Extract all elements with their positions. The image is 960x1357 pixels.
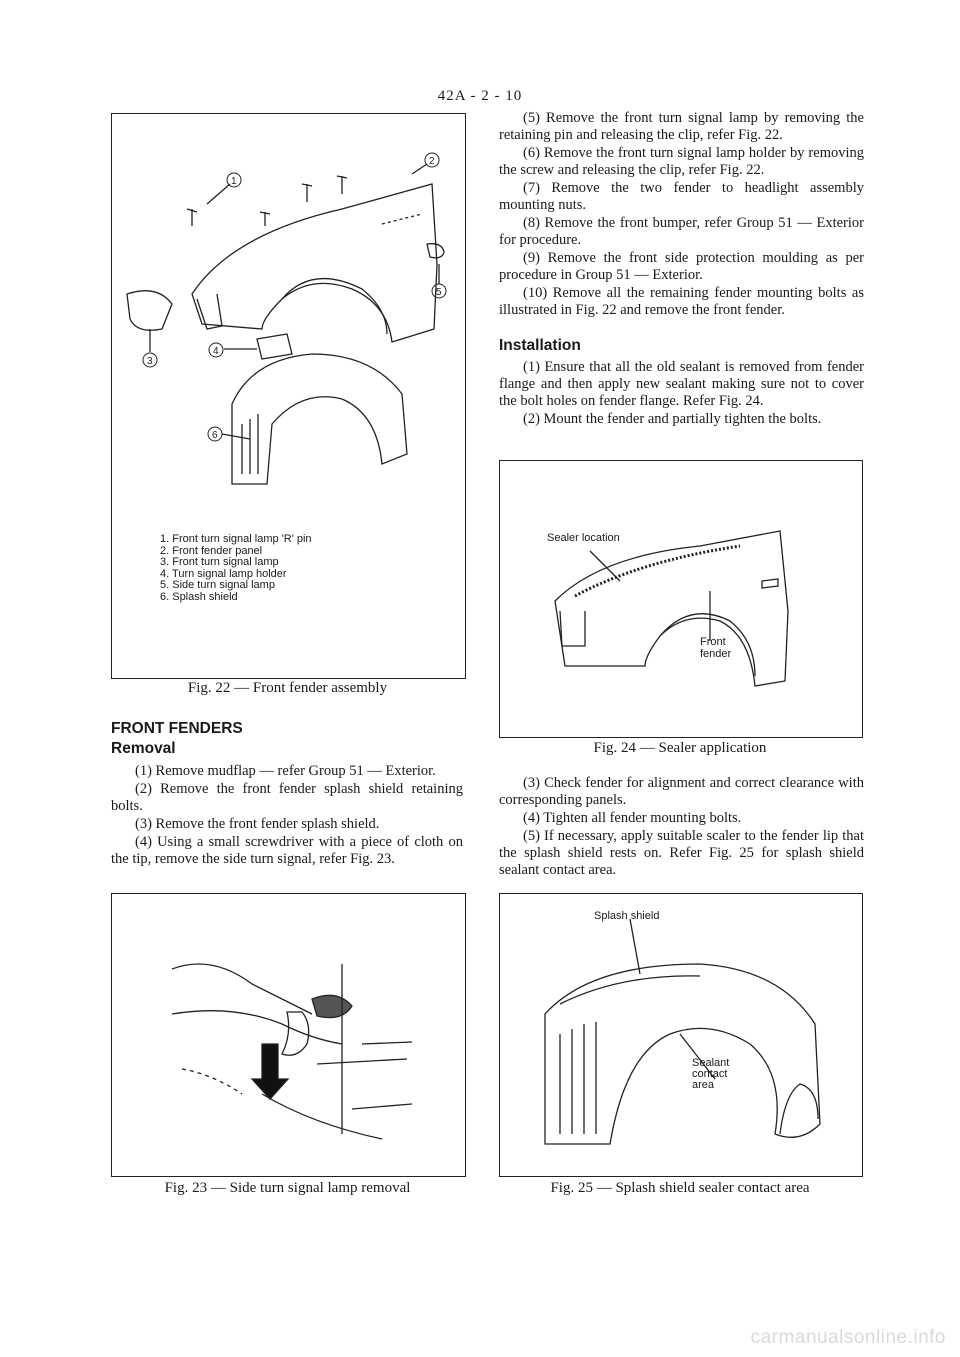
installation-steps-continued bbox=[499, 775, 864, 880]
figure-24-box bbox=[499, 460, 863, 738]
step: (7) Remove the two fender to headlight assembly mounting nuts. bbox=[499, 180, 864, 213]
splash-shield-label: Splash shield bbox=[594, 910, 660, 922]
sealer-location-label: Sealer location bbox=[547, 532, 620, 544]
step: (10) Remove all the remaining fender mounting bolts as illustrated in Fig. 22 and remove the front fender. bbox=[499, 285, 864, 318]
callout-4: 4 bbox=[213, 346, 219, 357]
sealant-label: Sealant bbox=[692, 1057, 730, 1069]
legend-item: 6. Splash shield bbox=[160, 590, 238, 603]
figure-22-legend bbox=[160, 534, 312, 603]
step: (1) Ensure that all the old sealant is removed from fender flange and then apply new sealant making sure not to cover the bolt holes on fender flange. Refer Fig. 24. bbox=[499, 359, 864, 409]
callout-2: 2 bbox=[429, 156, 435, 167]
figure-22-caption: Fig. 22 — Front fender assembly bbox=[187, 680, 388, 696]
step: (3) Check fender for alignment and correct clearance with corresponding panels. bbox=[499, 775, 864, 808]
step: (2) Remove the front fender splash shield retaining bolts. bbox=[111, 781, 463, 814]
step: (9) Remove the front side protection moulding as per procedure in Group 51 — Exterior. bbox=[499, 250, 864, 283]
area-label: area bbox=[692, 1079, 715, 1091]
callout-1: 1 bbox=[231, 176, 237, 187]
sealer-application-illustration bbox=[500, 461, 862, 737]
legend-item: 3. Front turn signal lamp bbox=[160, 556, 279, 568]
splash-shield-illustration bbox=[500, 894, 862, 1176]
figure-24-caption: Fig. 24 — Sealer application bbox=[593, 740, 767, 756]
figure-22-box bbox=[111, 113, 466, 679]
step: (2) Mount the fender and partially tighten the bolts. bbox=[523, 411, 822, 427]
removal-steps bbox=[111, 763, 463, 869]
subheading-installation: Installation bbox=[499, 337, 581, 354]
legend-item: 4. Turn signal lamp holder bbox=[160, 567, 287, 580]
page-number: 42A - 2 - 10 bbox=[437, 88, 523, 104]
installation-steps bbox=[499, 359, 864, 429]
step: (3) Remove the front fender splash shield. bbox=[135, 816, 380, 832]
figure-25-box bbox=[499, 893, 863, 1177]
side-lamp-removal-illustration bbox=[112, 894, 465, 1176]
step: (5) Remove the front turn signal lamp by removing the retaining pin and releasing the clip, refer Fig. 22. bbox=[499, 110, 864, 143]
step: (5) If necessary, apply suitable scaler to the fender lip that the splash shield rests on. Refer Fig. 25 for splash shield sealant contact area. bbox=[499, 828, 864, 878]
fender-label: fender bbox=[700, 648, 732, 660]
section-heading-front-fenders: FRONT FENDERS bbox=[111, 720, 243, 737]
callout-3: 3 bbox=[147, 356, 153, 367]
figure-23-caption: Fig. 23 — Side turn signal lamp removal bbox=[164, 1180, 411, 1196]
step: (4) Tighten all fender mounting bolts. bbox=[523, 810, 742, 826]
fender-assembly-illustration bbox=[112, 114, 465, 514]
figure-25-caption: Fig. 25 — Splash shield sealer contact area bbox=[550, 1180, 810, 1196]
legend-item: 2. Front fender panel bbox=[160, 544, 263, 557]
legend-item: 1. Front turn signal lamp 'R' pin bbox=[160, 533, 312, 545]
legend-item: 5. Side turn signal lamp bbox=[160, 579, 275, 591]
callout-6: 6 bbox=[212, 430, 218, 441]
step: (6) Remove the front turn signal lamp holder by removing the screw and releasing the clip, refer Fig. 22. bbox=[499, 145, 864, 178]
callout-5: 5 bbox=[436, 287, 442, 298]
footer-watermark[interactable]: carmanualsonline.info bbox=[750, 1327, 946, 1348]
contact-label: contact bbox=[692, 1068, 728, 1080]
front-label: Front bbox=[700, 636, 726, 648]
subheading-removal: Removal bbox=[111, 740, 176, 757]
removal-steps-continued bbox=[499, 110, 864, 320]
step: (1) Remove mudflap — refer Group 51 — Exterior. bbox=[135, 763, 436, 779]
step: (4) Using a small screwdriver with a piece of cloth on the tip, remove the side turn signal, refer Fig. 23. bbox=[111, 834, 463, 867]
step: (8) Remove the front bumper, refer Group 51 — Exterior for procedure. bbox=[499, 215, 864, 248]
figure-23-box bbox=[111, 893, 466, 1177]
